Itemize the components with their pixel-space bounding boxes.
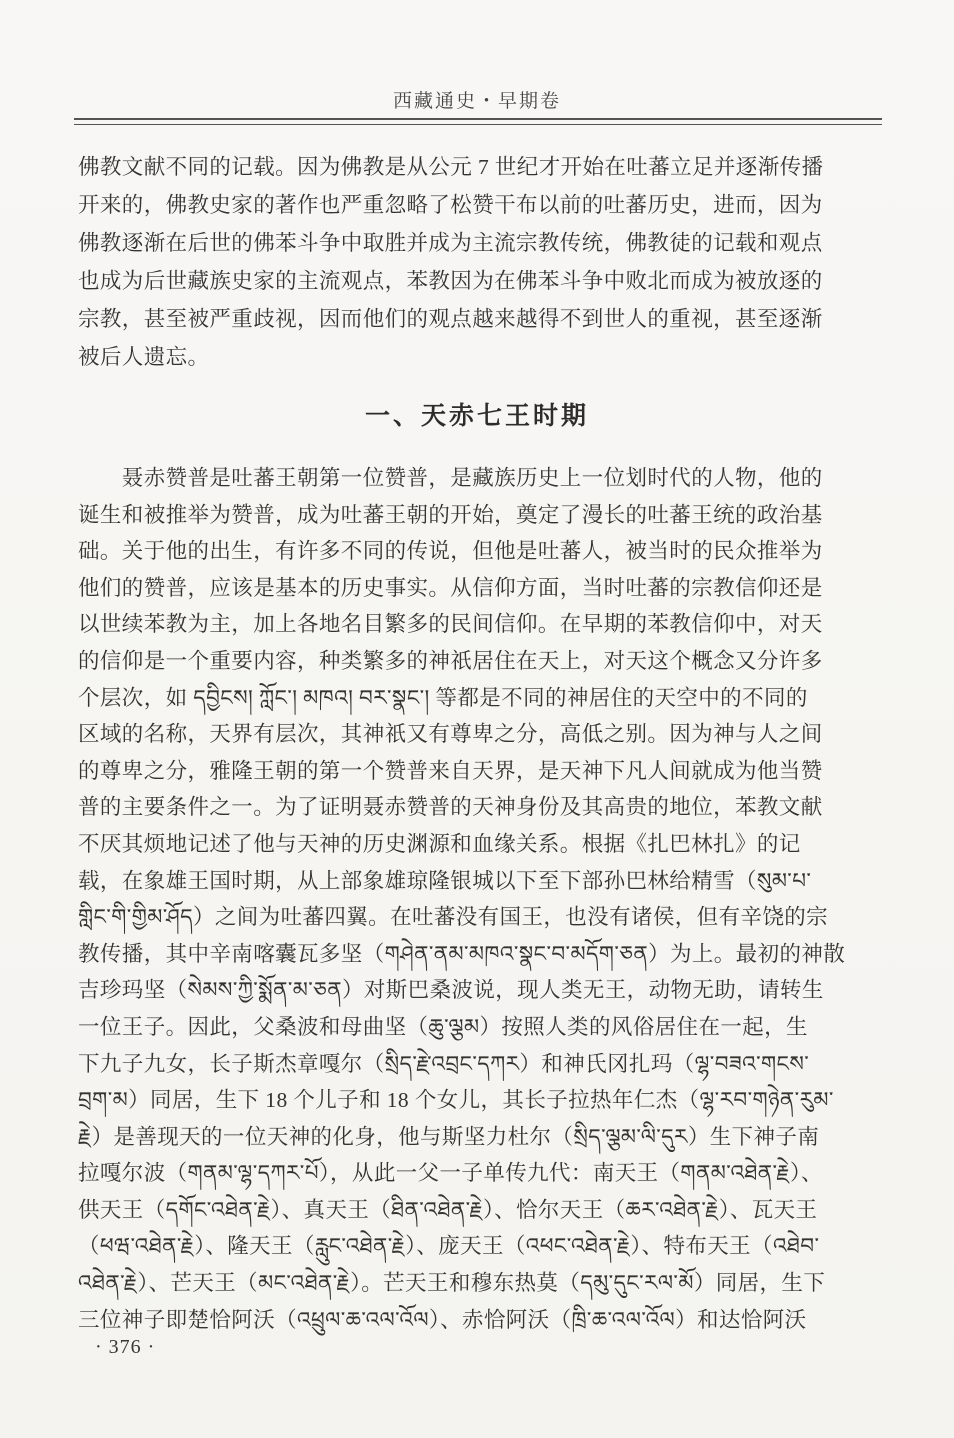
text-line: 他们的赞普，应该是基本的历史事实。从信仰方面，当时吐蕃的宗教信仰还是 [78, 575, 823, 600]
text-line: 的信仰是一个重要内容，种类繁多的神祇居住在天上，对天这个概念又分许多 [78, 648, 823, 673]
text-line: འཐེན་རྗེ）、芒天王（མང་འཐེན་རྗེ）。芒天王和穆东热莫（དམུ་དུང་རལ་མོ）同居，生下 [78, 1271, 826, 1296]
text-line: གླིང་གི་གྱིམ་ཤོད）之间为吐蕃四翼。在吐蕃没有国王，也没有诸侯，但有辛饶的宗 [78, 905, 829, 930]
text-line: 聂赤赞普是吐蕃王朝第一位赞普，是藏族历史上一位划时代的人物，他的 [78, 466, 823, 490]
text-line: 下九子九女，长子斯杰章嘎尔（སྲིད་རྗེ་འབྲང་དཀར）和神氏冈扎玛（ལྷ་བཟའ་གངས་ [78, 1051, 810, 1076]
text-line: 宗教，甚至被严重歧视，因而他们的观点越来越得不到世人的重视，甚至逐渐 [78, 307, 823, 331]
text-line: 佛教文献不同的记载。因为佛教是从公元 7 世纪才开始在吐蕃立足并逐渐传播 [78, 155, 824, 179]
header-double-rule [74, 118, 882, 125]
section-heading: 一、天赤七王时期 [364, 403, 589, 430]
text-line: 拉嘎尔波（གནམ་ལྷ་དཀར་པོ），从此一父一子单传九代：南天王（གནམ་འཐེན་རྗེ）、 [78, 1161, 823, 1186]
text-line: 载，在象雄王国时期，从上部象雄琼隆银城以下至下部孙巴林给精雪（སུམ་པ་ [78, 868, 812, 893]
text-line: （ཕཝ་འཐེན་རྗེ）、隆天王（རླུང་འཐེན་རྗེ）、庞天王（འཕང་འཐེན་རྗེ）、特布天王（འཐེབ་ [78, 1234, 820, 1259]
text-line: 三位神子即楚恰阿沃（འཕྲུལ་ཆ་འལ་འོལ）、赤恰阿沃（ཁྲི་ཆ་འལ་འོལ）和达恰阿沃 [78, 1307, 807, 1332]
text-line: 一位王子。因此，父桑波和母曲坚（ཆུ་ལྕམ）按照人类的风俗居住在一起，生 [78, 1014, 808, 1039]
text-line: 供天王（དགོང་འཐེན་རྗེ）、真天王（ཐིན་འཐེན་རྗེ）、恰尔天王（ཆར་འཐེན་རྗེ）、瓦天王 [78, 1197, 818, 1222]
text-line: 也成为后世藏族史家的主流观点，苯教因为在佛苯斗争中败北而成为被放逐的 [78, 269, 823, 293]
page-number: · 376 · [95, 1336, 156, 1358]
text-line: 被后人遗忘。 [78, 345, 210, 369]
text-line: 吉珍玛坚（སེམས་ཀྱི་སྨོན་མ་ཅན）对斯巴桑波说，现人类无王，动物无助，请转生 [78, 978, 824, 1003]
paragraph-main [78, 460, 882, 1338]
text-line: 普的主要条件之一。为了证明聂赤赞普的天神身份及其高贵的地位，苯教文献 [78, 795, 823, 820]
text-line: 佛教逐渐在后世的佛苯斗争中取胜并成为主流宗教传统，佛教徒的记载和观点 [78, 231, 823, 255]
text-line: 不厌其烦地记述了他与天神的历史渊源和血缘关系。根据《扎巴林扎》的记 [78, 831, 801, 856]
text-line: 个层次，如 དབྱིངས། ཀློང་། མཁའ། བར་སྣང་། 等都是不同的神居住的天空中的不同的 [78, 685, 808, 710]
text-line: 诞生和被推举为赞普，成为吐蕃王朝的开始，奠定了漫长的吐蕃王统的政治基 [78, 502, 823, 527]
text-line: 的尊卑之分，雅隆王朝的第一个赞普来自天界，是天神下凡人间就成为他当赞 [78, 758, 823, 783]
text-line: བྲག་མ）同居，生下 18 个儿子和 18 个女儿，其长子拉热年仁杰（ལྷ་རབ་གཉེན་རུམ་ [78, 1088, 834, 1113]
paragraph-continuation [78, 148, 882, 376]
text-line: 础。关于他的出生，有许多不同的传说，但他是吐蕃人，被当时的民众推举为 [78, 539, 823, 564]
text-line: 开来的，佛教史家的著作也严重忽略了松赞干布以前的吐蕃历史，进而，因为 [78, 193, 823, 217]
text-line: 以世续苯教为主，加上各地名目繁多的民间信仰。在早期的苯教信仰中，对天 [78, 612, 823, 637]
text-line: 区域的名称，天界有层次，其神祇又有尊卑之分，高低之别。因为神与人之间 [78, 722, 823, 747]
running-header: 西藏通史・早期卷 [392, 91, 561, 112]
text-line: 教传播，其中辛南喀囊瓦多坚（གཤེན་ནམ་མཁའ་སྣང་བ་མདོག་ཅན）为上。最初的神散 [78, 941, 846, 966]
text-line: རྗེ）是善现天的一位天神的化身，他与斯坚力杜尔（སྲིད་ལྕམ་ལི་དུར）生下神子南 [78, 1124, 820, 1149]
